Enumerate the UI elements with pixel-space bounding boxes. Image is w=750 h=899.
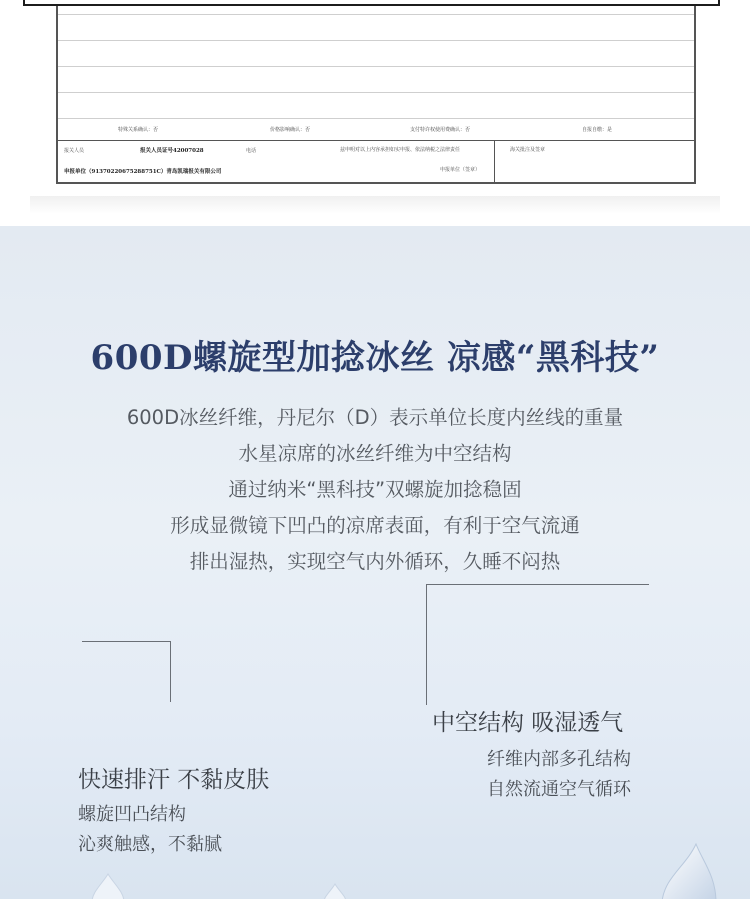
water-drop-icon [88,872,128,899]
form-column-divider [494,140,495,184]
declarant-label: 报关人员 [64,148,85,154]
form-row-line [58,118,694,119]
product-feature-section [0,226,750,899]
form-row-line [58,92,694,93]
callout-line-right [426,584,649,705]
declaring-unit: 申报单位（91370220675288751C）青岛凯瑞报关有限公司 [64,169,222,175]
liability-statement: 兹申明对以上内容承担如实申报、依法纳税之法律责任 [340,147,461,153]
form-divider [58,140,694,141]
form-row-line [58,14,694,15]
declaration-form-section [0,0,750,226]
unit-seal-label: 申报单位（签章） [440,167,481,173]
feature-right-line: 纤维内部多孔结构 [487,749,631,770]
feature-left-title: 快速排汗 不黏皮肤 [78,767,270,793]
paper-shadow [30,196,720,214]
price-impact-label: 价格影响确认：否 [270,127,311,133]
description-line: 通过纳米“黑科技”双螺旋加捻稳固 [228,478,522,501]
description-line: 600D冰丝纤维，丹尼尔（D）表示单位长度内丝线的重量 [126,406,624,429]
description-block [0,400,750,580]
customs-note-label: 海关批注及签章 [510,147,546,153]
form-row-line [58,40,694,41]
description-line: 排出湿热，实现空气内外循环，久睡不闷热 [189,550,561,573]
description-line: 形成显微镜下凹凸的凉席表面，有利于空气流通 [170,514,580,537]
feature-right-line: 自然流通空气循环 [487,779,631,800]
phone-label: 电话 [246,148,257,154]
royalty-label: 支付特许权使用费确认：否 [410,127,471,133]
self-report-label: 自报自缴：是 [582,127,613,133]
section-heading: 600D螺旋型加捻冰丝 凉感“黑科技” [90,338,660,378]
special-relation-label: 特殊关系确认：否 [118,127,159,133]
declaration-form [56,6,696,184]
feature-left-line: 沁爽触感，不黏腻 [78,834,222,855]
description-line: 水星凉席的冰丝纤维为中空结构 [238,442,512,465]
water-drop-icon [656,842,720,899]
water-drop-icon [322,882,348,899]
feature-right-title: 中空结构 吸湿透气 [432,710,624,736]
declarant-cert-no: 报关人员证号42007028 [140,148,204,154]
callout-line-left [82,641,171,702]
form-row-line [58,66,694,67]
feature-left-line: 螺旋凹凸结构 [78,804,186,825]
